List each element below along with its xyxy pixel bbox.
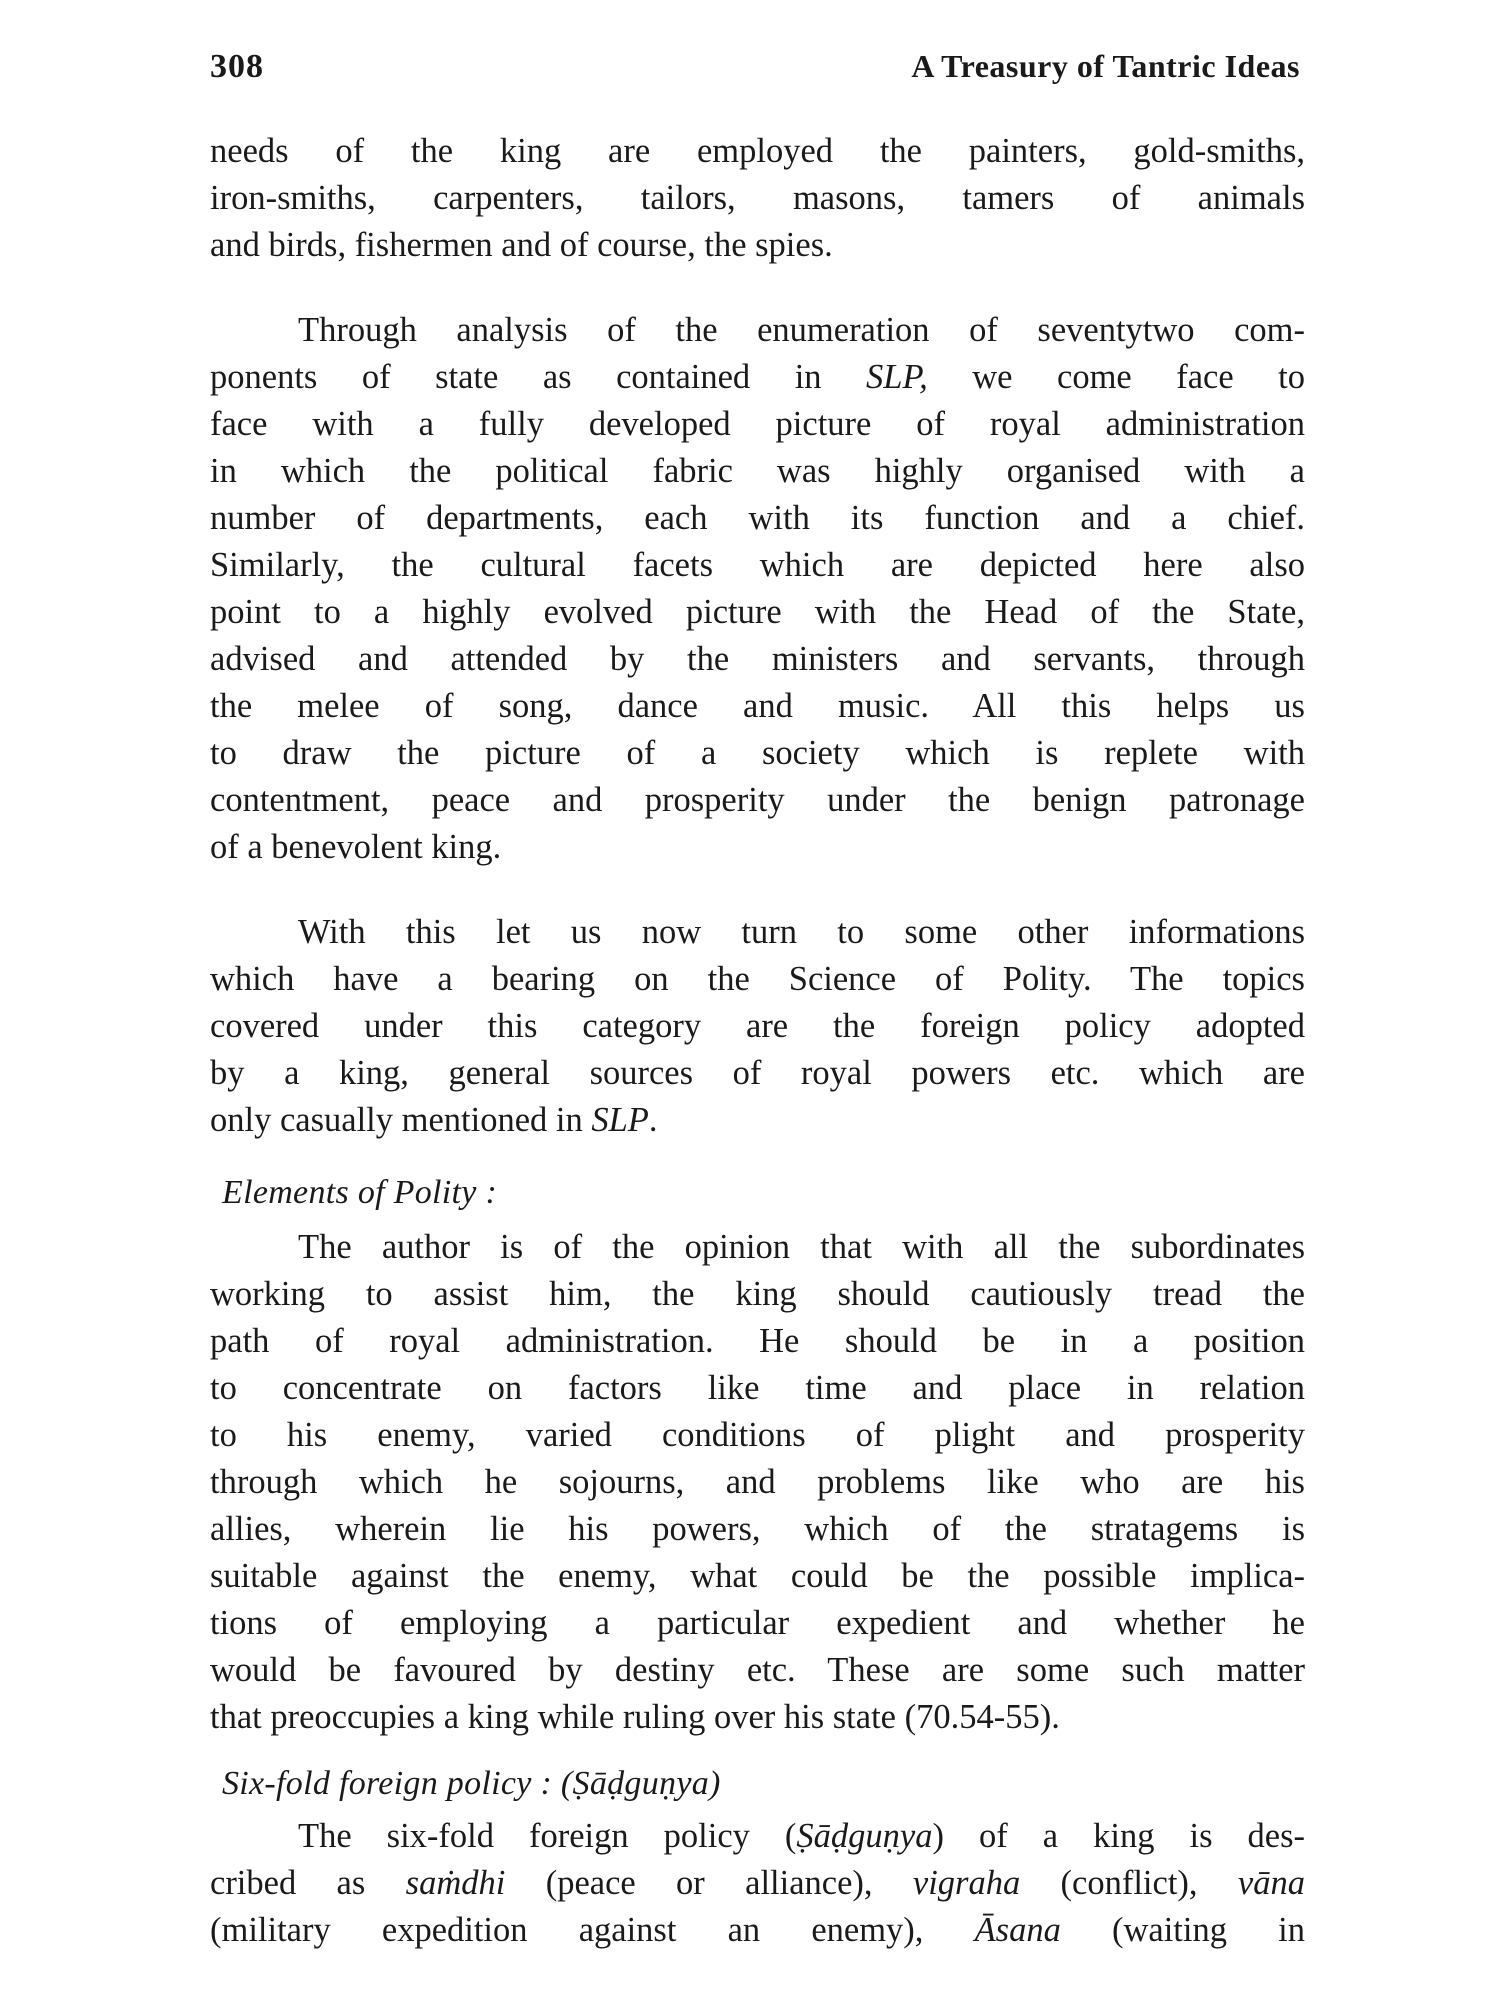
text-line: by a king, general sources of royal powers etc. which are [210, 1054, 1305, 1092]
text-line: covered under this category are the foreign policy adopted [210, 1007, 1305, 1045]
text-line: would be favoured by destiny etc. These are some such matter [210, 1651, 1305, 1689]
text-run: we come face to [927, 358, 1306, 396]
text-line: the melee of song, dance and music. All this helps us [210, 687, 1305, 725]
text-run: cribed as [210, 1864, 406, 1902]
text-line: that preoccupies a king while ruling over his state (70.54-55). [210, 1698, 1060, 1736]
text-line: through which he sojourns, and problems like who are his [210, 1463, 1305, 1501]
text-line: tions of employing a particular expedient and whether he [210, 1604, 1305, 1642]
text-run-italic: SLP, [866, 358, 928, 396]
text-run-italic: Āsana [974, 1911, 1061, 1949]
text-line: contentment, peace and prosperity under the benign patronage [210, 781, 1305, 819]
heading-text: Six-fold foreign policy : [222, 1765, 561, 1802]
text-line: and birds, fishermen and of course, the spies. [210, 226, 833, 264]
text-line [210, 1907, 1305, 1954]
text-run: (peace or alliance), [505, 1864, 913, 1902]
text-line: advised and attended by the ministers and servants, through [210, 640, 1305, 678]
page-body [210, 128, 1305, 1954]
text-run: (conflict), [1020, 1864, 1238, 1902]
text-line: face with a fully developed picture of royal administration [210, 405, 1305, 443]
text-line: The author is of the opinion that with all the subordinates [298, 1228, 1305, 1266]
text-line: working to assist him, the king should cautiously tread the [210, 1275, 1305, 1313]
text-line: in which the political fabric was highly organised with a [210, 452, 1305, 490]
text-line: path of royal administration. He should be in a position [210, 1322, 1305, 1360]
text-run: . [648, 1101, 658, 1139]
text-line [210, 1860, 1305, 1907]
text-line: to draw the picture of a society which is replete with [210, 734, 1305, 772]
text-run: ) of a king is des- [932, 1817, 1305, 1855]
text-line: number of departments, each with its function and a chief. [210, 499, 1305, 537]
text-run-italic: Ṣāḍguṇya [796, 1817, 933, 1855]
text-line: allies, wherein lie his powers, which of the stratagems is [210, 1510, 1305, 1548]
text-line: Through analysis of the enumeration of seventytwo com- [298, 311, 1305, 349]
page-header [210, 48, 1300, 98]
heading-term: (Ṣāḍguṇya) [560, 1765, 721, 1802]
text-line: suitable against the enemy, what could be the possible implica- [210, 1557, 1305, 1595]
text-line: of a benevolent king. [210, 828, 502, 866]
page-number: 308 [210, 48, 264, 85]
section-heading-six-fold-foreign-policy [210, 1759, 1305, 1809]
text-run-italic: vāna [1237, 1864, 1305, 1902]
text-run: The six-fold foreign policy ( [298, 1817, 797, 1855]
section-heading-elements-of-polity: Elements of Polity : [222, 1174, 498, 1211]
running-title: A Treasury of Tantric Ideas [911, 48, 1300, 84]
text-run-italic: saṁdhi [405, 1864, 506, 1902]
text-run: (military expedition against an enemy), [210, 1911, 975, 1949]
paragraph-1 [210, 128, 1305, 269]
text-line [210, 1097, 1305, 1144]
text-run: only casually mentioned in [210, 1101, 592, 1139]
text-run-italic: vigraha [912, 1864, 1021, 1902]
text-line: to concentrate on factors like time and place in relation [210, 1369, 1305, 1407]
paragraph-5 [210, 1813, 1305, 1954]
paragraph-4 [210, 1224, 1305, 1741]
paragraph-3 [210, 909, 1305, 1144]
text-run: ponents of state as contained in [210, 358, 867, 396]
text-line: Similarly, the cultural facets which are depicted here also [210, 546, 1305, 584]
text-line [210, 354, 1305, 401]
text-line: point to a highly evolved picture with the Head of the State, [210, 593, 1305, 631]
text-line: With this let us now turn to some other informations [298, 913, 1305, 951]
text-line: needs of the king are employed the painters, gold-smiths, [210, 132, 1305, 170]
text-run-italic: SLP [591, 1101, 649, 1139]
text-line: iron-smiths, carpenters, tailors, masons, tamers of animals [210, 179, 1305, 217]
text-run: (waiting in [1060, 1911, 1305, 1949]
text-line: to his enemy, varied conditions of plight and prosperity [210, 1416, 1305, 1454]
text-line: which have a bearing on the Science of Polity. The topics [210, 960, 1305, 998]
text-line [210, 1813, 1305, 1860]
paragraph-2 [210, 307, 1305, 871]
